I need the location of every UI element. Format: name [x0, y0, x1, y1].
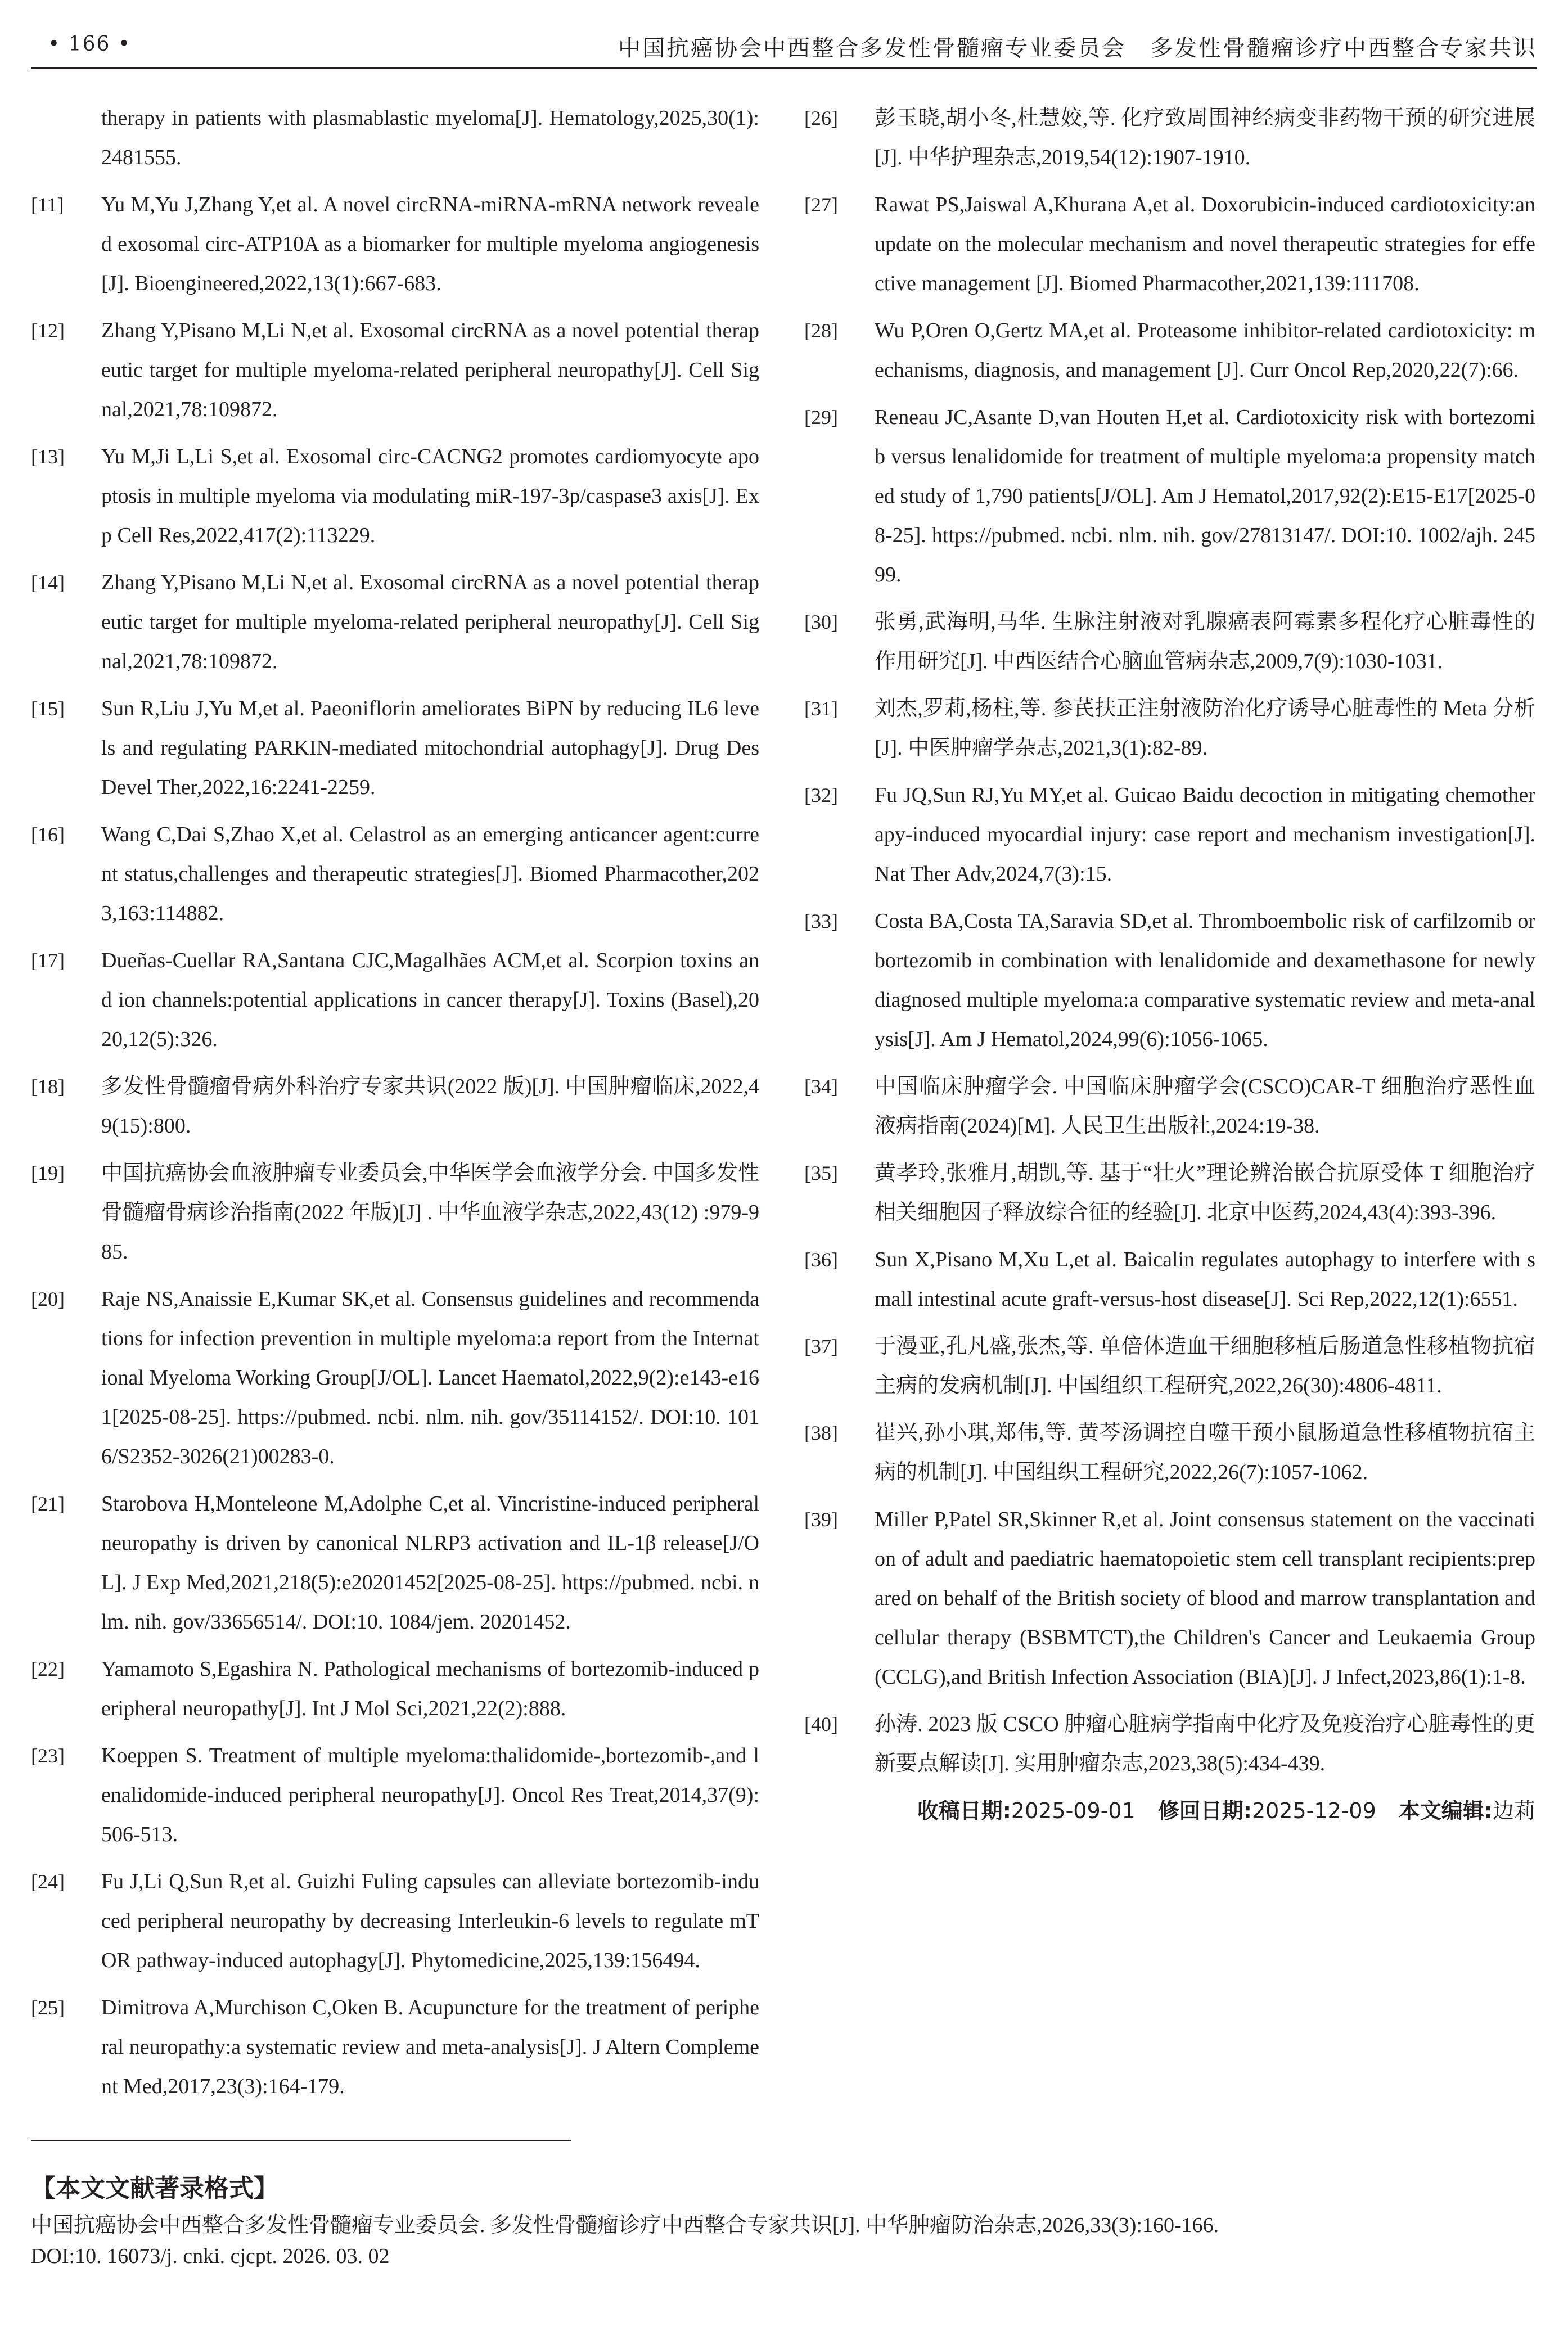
reference-text: Zhang Y,Pisano M,Li N,et al. Exosomal circRNA as a novel potential therapeutic target for multiple myeloma-related peripheral neuropathy[J]. Cell Signal,2021,78:109872.: [101, 319, 759, 421]
reference-item: [31, 1153, 759, 1272]
reference-item: [804, 98, 1535, 177]
right-column: [804, 98, 1535, 1830]
reference-number: [27]: [804, 193, 838, 216]
reference-item: [31, 941, 759, 1059]
reference-text: 黄孝玲,张雅月,胡凯,等. 基于“壮火”理论辨治嵌合抗原受体 T 细胞治疗相关细胞因子释放综合征的经验[J]. 北京中医药,2024,43(4):393-396.: [875, 1161, 1535, 1224]
reference-text: Rawat PS,Jaiswal A,Khurana A,et al. Doxorubicin-induced cardiotoxicity:an update on the molecular mechanism and novel therapeutic strategies for effective management [J]. Biomed Pharmacother,2021,139:111708.: [875, 193, 1535, 295]
reference-number: [12]: [31, 319, 65, 342]
reference-number: [31]: [804, 697, 838, 720]
reference-item: [804, 1153, 1535, 1232]
citation-doi: DOI:10. 16073/j. cnki. cjcpt. 2026. 03. 02: [31, 2244, 390, 2268]
reference-text: Reneau JC,Asante D,van Houten H,et al. Cardiotoxicity risk with bortezomib versus lenalidomide for treatment of multiple myeloma:a propensity matched study of 1,790 patients[J/OL]. Am J Hematol,2017,92(2):E15-E17[2025-08-25]. https://pubmed. ncbi. nlm. nih. gov/27813147/. DOI:10. 1002/ajh. 24599.: [875, 405, 1535, 587]
reference-text: Wu P,Oren O,Gertz MA,et al. Proteasome inhibitor-related cardiotoxicity: mechanisms, diagnosis, and management [J]. Curr Oncol Rep,2020,22(7):66.: [875, 319, 1535, 382]
reference-number: [22]: [31, 1658, 65, 1680]
reference-item: [31, 185, 759, 303]
reference-item: [31, 437, 759, 555]
reference-item: [31, 1484, 759, 1642]
reference-number: [16]: [31, 823, 65, 846]
reference-number: [21]: [31, 1493, 65, 1515]
page-number: • 166 •: [48, 33, 132, 56]
reference-item: [804, 1240, 1535, 1319]
reference-number: [11]: [31, 193, 64, 216]
reference-text: therapy in patients with plasmablastic myeloma[J]. Hematology,2025,30(1):2481555.: [101, 106, 759, 169]
reference-text: 中国抗癌协会血液肿瘤专业委员会,中华医学会血液学分会. 中国多发性骨髓瘤骨病诊治指南(2022 年版)[J] . 中华血液学杂志,2022,43(12) :979-985.: [101, 1161, 759, 1264]
reference-text: 多发性骨髓瘤骨病外科治疗专家共识(2022 版)[J]. 中国肿瘤临床,2022,49(15):800.: [101, 1075, 759, 1138]
reference-item: [804, 1500, 1535, 1697]
revised-label: 修回日期:: [1157, 1798, 1252, 1823]
reference-text: Wang C,Dai S,Zhao X,et al. Celastrol as an emerging anticancer agent:current status,challenges and therapeutic strategies[J]. Biomed Pharmacother,2023,163:114882.: [101, 823, 759, 925]
reference-item: [31, 815, 759, 933]
reference-text: Koeppen S. Treatment of multiple myeloma:thalidomide-,bortezomib-,and lenalidomide-induced peripheral neuropathy[J]. Oncol Res Treat,2014,37(9):506-513.: [101, 1744, 759, 1846]
editor-label: 本文编辑:: [1398, 1798, 1493, 1823]
reference-number: [36]: [804, 1248, 838, 1271]
reference-text: Miller P,Patel SR,Skinner R,et al. Joint consensus statement on the vaccination of adult and paediatric haematopoietic stem cell transplant recipients:prepared on behalf of the British society of blood and marrow transplantation and cellular therapy (BSBMTCT),the Children's Cancer and Leukaemia Group (CCLG),and British Infection Association (BIA)[J]. J Infect,2023,86(1):1-8.: [875, 1508, 1535, 1689]
reference-number: [18]: [31, 1075, 65, 1098]
reference-item: [804, 901, 1535, 1059]
reference-number: [13]: [31, 445, 65, 468]
page-header: [31, 22, 1537, 69]
reference-text: 中国临床肿瘤学会. 中国临床肿瘤学会(CSCO)CAR-T 细胞治疗恶性血液病指南(2024)[M]. 人民卫生出版社,2024:19-38.: [875, 1075, 1535, 1138]
reference-number: [39]: [804, 1508, 838, 1531]
reference-text: 崔兴,孙小琪,郑伟,等. 黄芩汤调控自噬干预小鼠肠道急性移植物抗宿主病的机制[J]. 中国组织工程研究,2022,26(7):1057-1062.: [875, 1421, 1535, 1484]
reference-item: [31, 1988, 759, 2106]
reference-item: [804, 1067, 1535, 1146]
reference-item: [804, 1413, 1535, 1492]
reference-text: Yu M,Yu J,Zhang Y,et al. A novel circRNA-miRNA-mRNA network revealed exosomal circ-ATP10A as a biomarker for multiple myeloma angiogenesis[J]. Bioengineered,2022,13(1):667-683.: [101, 193, 759, 295]
reference-number: [34]: [804, 1075, 838, 1098]
reference-number: [35]: [804, 1162, 838, 1184]
reference-number: [23]: [31, 1744, 65, 1767]
reference-item: [31, 1649, 759, 1728]
reference-number: [24]: [31, 1870, 65, 1893]
reference-text: Yu M,Ji L,Li S,et al. Exosomal circ-CACNG2 promotes cardiomyocyte apoptosis in multiple myeloma via modulating miR-197-3p/caspase3 axis[J]. Exp Cell Res,2022,417(2):113229.: [101, 445, 759, 547]
reference-continuation: [31, 98, 759, 177]
reference-item: [31, 1862, 759, 1980]
reference-number: [17]: [31, 949, 65, 972]
reference-number: [20]: [31, 1288, 65, 1310]
reference-text: Yamamoto S,Egashira N. Pathological mechanisms of bortezomib-induced peripheral neuropathy[J]. Int J Mol Sci,2021,22(2):888.: [101, 1657, 759, 1720]
reference-item: [31, 1279, 759, 1476]
reference-text: Raje NS,Anaissie E,Kumar SK,et al. Consensus guidelines and recommendations for infection prevention in multiple myeloma:a report from the International Myeloma Working Group[J/OL]. Lancet Haematol,2022,9(2):e143-e161[2025-08-25]. https://pubmed. ncbi. nlm. nih. gov/35114152/. DOI:10. 1016/S2352-3026(21)00283-0.: [101, 1287, 759, 1468]
reference-number: [15]: [31, 697, 65, 720]
reference-number: [32]: [804, 784, 838, 806]
reference-text: Dueñas-Cuellar RA,Santana CJC,Magalhães ACM,et al. Scorpion toxins and ion channels:potential applications in cancer therapy[J]. Toxins (Basel),2020,12(5):326.: [101, 949, 759, 1051]
reference-item: [804, 1705, 1535, 1783]
reference-number: [38]: [804, 1422, 838, 1444]
reference-text: Fu JQ,Sun RJ,Yu MY,et al. Guicao Baidu decoction in mitigating chemotherapy-induced myocardial injury: case report and mechanism investigation[J]. Nat Ther Adv,2024,7(3):15.: [875, 783, 1535, 886]
reference-text: Dimitrova A,Murchison C,Oken B. Acupuncture for the treatment of peripheral neuropathy:a systematic review and meta-analysis[J]. J Altern Complement Med,2017,23(3):164-179.: [101, 1996, 759, 2098]
reference-number: [30]: [804, 611, 838, 633]
reference-item: [804, 602, 1535, 681]
reference-list-right: [804, 98, 1535, 1783]
reference-number: [29]: [804, 406, 838, 429]
reference-text: 刘杰,罗莉,杨柱,等. 参芪扶正注射液防治化疗诱导心脏毒性的 Meta 分析[J]. 中医肿瘤学杂志,2021,3(1):82-89.: [875, 697, 1535, 760]
reference-number: [26]: [804, 107, 838, 129]
received-date: 2025-09-01: [1011, 1798, 1136, 1823]
reference-number: [40]: [804, 1713, 838, 1735]
reference-item: [31, 1067, 759, 1146]
running-title: 中国抗癌协会中西整合多发性骨髓瘤专业委员会 多发性骨髓瘤诊疗中西整合专家共识: [618, 35, 1537, 61]
footnote-divider: [31, 2140, 571, 2141]
reference-item: [804, 185, 1535, 303]
reference-number: [25]: [31, 1996, 65, 2019]
reference-number: [37]: [804, 1335, 838, 1358]
reference-text: Sun X,Pisano M,Xu L,et al. Baicalin regulates autophagy to interfere with small intestinal acute graft-versus-host disease[J]. Sci Rep,2022,12(1):6551.: [875, 1248, 1535, 1311]
reference-item: [31, 1736, 759, 1854]
reference-item: [804, 776, 1535, 894]
reference-number: [19]: [31, 1162, 65, 1184]
reference-item: [31, 689, 759, 807]
reference-item: [804, 398, 1535, 594]
reference-text: Starobova H,Monteleone M,Adolphe C,et al. Vincristine-induced peripheral neuropathy is driven by canonical NLRP3 activation and IL-1β release[J/OL]. J Exp Med,2021,218(5):e20201452[2025-08-25]. https://pubmed. ncbi. nlm. nih. gov/33656514/. DOI:10. 1084/jem. 20201452.: [101, 1492, 759, 1634]
reference-text: 张勇,武海明,马华. 生脉注射液对乳腺癌表阿霉素多程化疗心脏毒性的作用研究[J]. 中西医结合心脑血管病杂志,2009,7(9):1030-1031.: [875, 610, 1535, 673]
reference-text: Sun R,Liu J,Yu M,et al. Paeoniflorin ameliorates BiPN by reducing IL6 levels and regulating PARKIN-mediated mitochondrial autophagy[J]. Drug Des Devel Ther,2022,16:2241-2259.: [101, 697, 759, 799]
reference-number: [33]: [804, 910, 838, 932]
citation-text: 中国抗癌协会中西整合多发性骨髓瘤专业委员会. 多发性骨髓瘤诊疗中西整合专家共识[J]. 中华肿瘤防治杂志,2026,33(3):160-166.: [31, 2213, 1219, 2237]
left-column: [31, 98, 759, 2114]
reference-item: [31, 311, 759, 429]
editor-name: 边莉: [1492, 1798, 1535, 1823]
reference-text: Fu J,Li Q,Sun R,et al. Guizhi Fuling capsules can alleviate bortezomib-induced peripheral neuropathy by decreasing Interleukin-6 levels to regulate mTOR pathway-induced autophagy[J]. Phytomedicine,2025,139:156494.: [101, 1870, 759, 1972]
reference-text: 于漫亚,孔凡盛,张杰,等. 单倍体造血干细胞移植后肠道急性移植物抗宿主病的发病机制[J]. 中国组织工程研究,2022,26(30):4806-4811.: [875, 1334, 1535, 1397]
reference-item: [804, 689, 1535, 768]
received-label: 收稿日期:: [917, 1798, 1011, 1823]
reference-number: [14]: [31, 571, 65, 594]
reference-number: [28]: [804, 319, 838, 342]
reference-item: [804, 311, 1535, 390]
reference-item: [804, 1327, 1535, 1405]
article-dates: [804, 1791, 1535, 1830]
reference-text: Costa BA,Costa TA,Saravia SD,et al. Thromboembolic risk of carfilzomib or bortezomib in combination with lenalidomide and dexamethasone for newly diagnosed multiple myeloma:a comparative systematic review and meta-analysis[J]. Am J Hematol,2024,99(6):1056-1065.: [875, 909, 1535, 1051]
revised-date: 2025-12-09: [1251, 1798, 1376, 1823]
reference-item: [31, 563, 759, 681]
reference-text: Zhang Y,Pisano M,Li N,et al. Exosomal circRNA as a novel potential therapeutic target for multiple myeloma-related peripheral neuropathy[J]. Cell Signal,2021,78:109872.: [101, 571, 759, 673]
citation-heading: 【本文文献著录格式】: [31, 2174, 278, 2203]
reference-list-left: [31, 185, 759, 2106]
reference-text: 彭玉晓,胡小冬,杜慧姣,等. 化疗致周围神经病变非药物干预的研究进展[J]. 中华护理杂志,2019,54(12):1907-1910.: [875, 106, 1535, 169]
reference-text: 孙涛. 2023 版 CSCO 肿瘤心脏病学指南中化疗及免疫治疗心脏毒性的更新要点解读[J]. 实用肿瘤杂志,2023,38(5):434-439.: [875, 1712, 1535, 1775]
